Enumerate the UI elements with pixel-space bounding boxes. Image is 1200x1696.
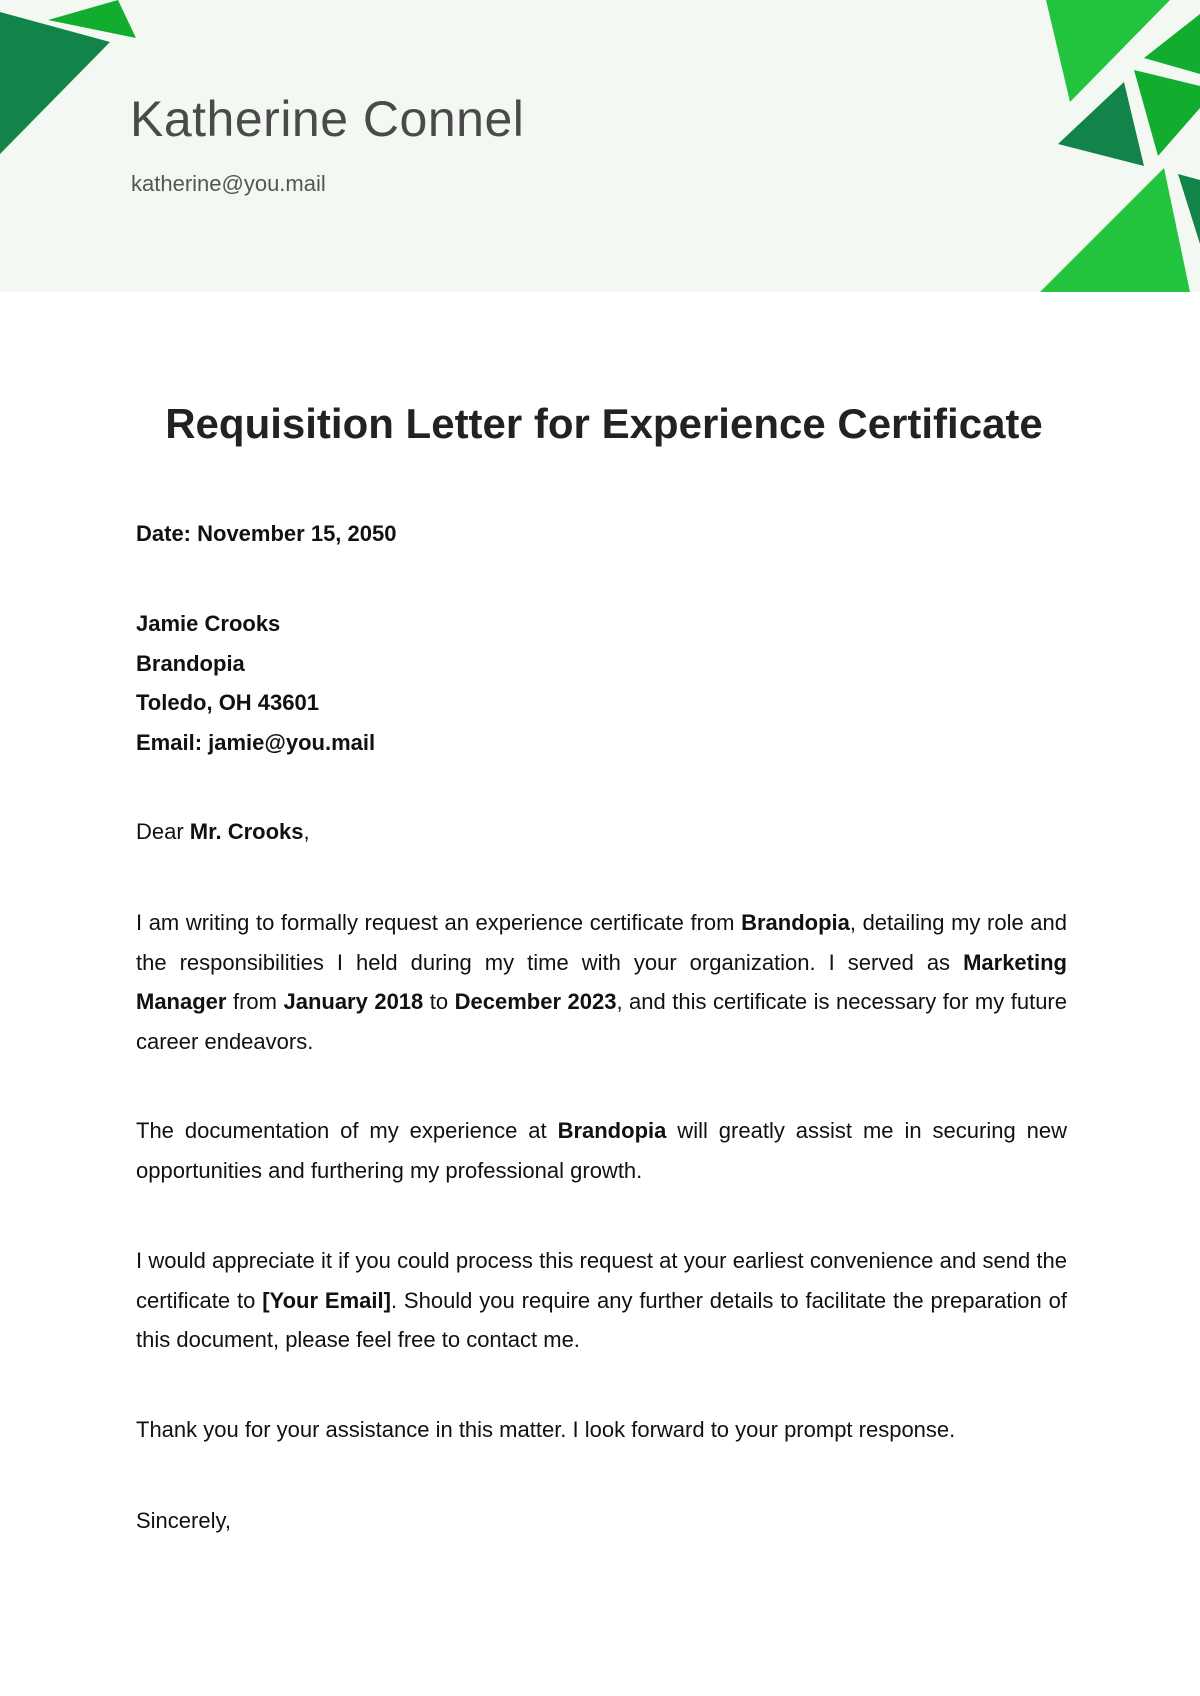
para1-position: Marketing Manager — [136, 949, 1067, 1014]
sender-name: Katherine Connel — [130, 91, 525, 147]
para3-text-1: I would appreciate it if you could process this request at your earliest convenience and send the certificate to — [136, 1248, 1067, 1313]
salutation-punct: , — [303, 819, 310, 844]
para3-email-placeholder: [Your Email] — [262, 1287, 391, 1313]
para1-text-5: , and this certificate is necessary for my future career endeavors. — [136, 989, 1067, 1054]
paragraph-4: Thank you for your assistance in this matter. I look forward to your prompt response. — [136, 1417, 956, 1442]
closing: Sincerely, — [136, 1508, 231, 1533]
para1-start-date: January 2018 — [283, 989, 424, 1014]
para1-end-date: December 2023 — [454, 989, 617, 1014]
recipient-name: Jamie Crooks — [136, 611, 281, 636]
salutation — [136, 812, 1067, 852]
triangle-top-right-6 — [1178, 174, 1200, 244]
paragraph-1 — [136, 903, 1067, 1061]
para1-text-4: to — [423, 989, 455, 1014]
triangle-top-right-5 — [1040, 168, 1190, 292]
paragraph-2 — [136, 1111, 1067, 1190]
para3-text-2: . Should you require any further details to facilitate the preparation of this document, please feel free to contact me. — [136, 1287, 1067, 1352]
para2-text-1: The documentation of my experience at — [136, 1118, 558, 1143]
para2-text-2: will greatly assist me in securing new opportunities and furthering my professional growth. — [136, 1118, 1067, 1183]
recipient-address: Toledo, OH 43601 — [136, 690, 319, 715]
para1-company: Brandopia — [741, 910, 850, 935]
para1-text-1: I am writing to formally request an experience certificate from — [136, 910, 742, 935]
triangle-top-right-2 — [1144, 14, 1200, 74]
letterhead — [0, 0, 1200, 292]
salutation-name: Mr. Crooks — [189, 819, 304, 844]
para1-text-3: from — [226, 989, 284, 1014]
para1-text-2: , detailing my role and the responsibilities I held during my time with your organization. I served as — [136, 910, 1067, 975]
salutation-greeting: Dear — [136, 819, 190, 844]
paragraph-3 — [136, 1241, 1067, 1360]
triangle-top-right-3 — [1134, 70, 1200, 156]
triangle-top-left-large — [0, 12, 110, 154]
recipient-company: Brandopia — [136, 650, 245, 676]
letter-date: Date: November 15, 2050 — [136, 521, 397, 546]
para2-company: Brandopia — [557, 1118, 667, 1143]
letter-title: Requisition Letter for Experience Certificate — [165, 400, 1043, 447]
recipient-block — [136, 604, 1067, 762]
recipient-email: Email: jamie@you.mail — [136, 729, 376, 755]
sender-email: katherine@you.mail — [131, 171, 326, 196]
